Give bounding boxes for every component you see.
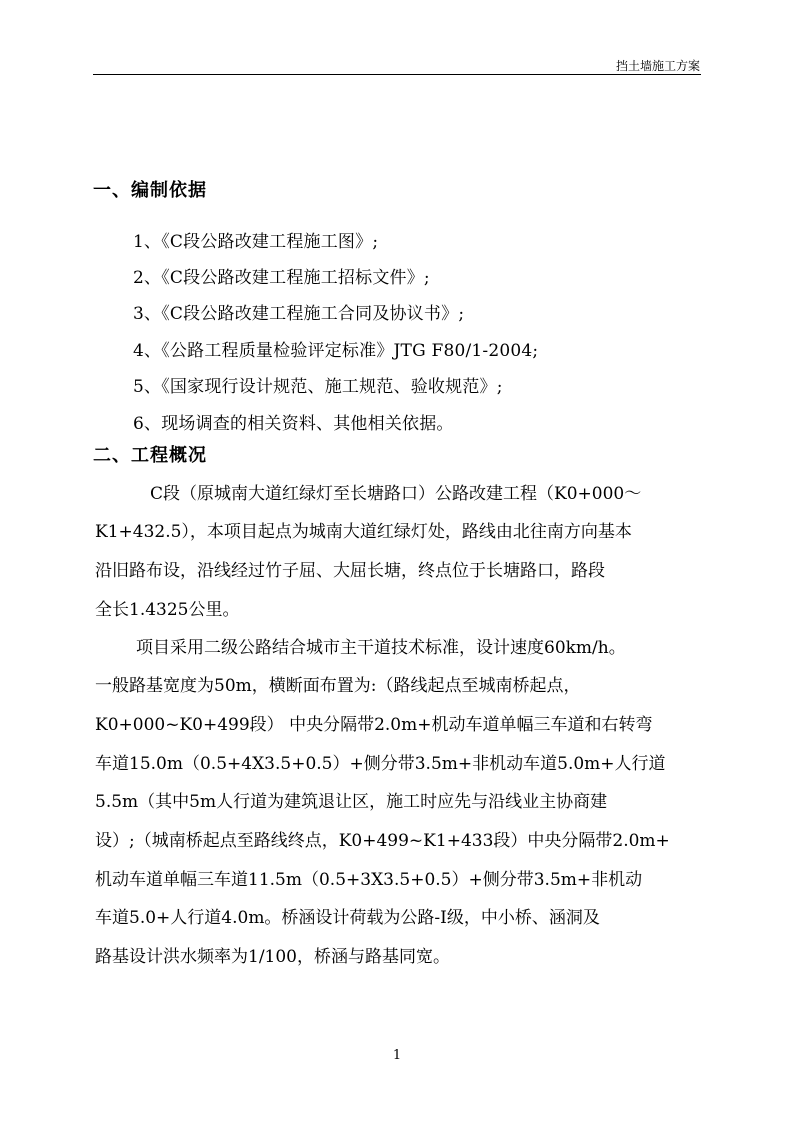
section-heading-overview: 二、工程概况 (93, 445, 207, 466)
list-item: 3、《C段公路改建工程施工合同及协议书》; (133, 304, 465, 324)
paragraph-line: 车道5.0+人行道4.0m。桥涵设计荷载为公路-I级，中小桥、涵洞及 (95, 908, 600, 928)
header-divider (93, 74, 701, 75)
paragraph-line: 一般路基宽度为50m，横断面布置为:（路线起点至城南桥起点， (95, 676, 581, 696)
paragraph-line: 沿旧路布设，沿线经过竹子屈、大屈长塘，终点位于长塘路口，路段 (95, 561, 605, 581)
paragraph-line: 路基设计洪水频率为1/100，桥涵与路基同宽。 (95, 947, 450, 967)
paragraph-line: 全长1.4325公里。 (95, 600, 240, 620)
paragraph-line: 设）;（城南桥起点至路线终点，K0+499~K1+433段）中央分隔带2.0m+ (95, 831, 670, 851)
document-header-title: 挡土墙施工方案 (615, 59, 700, 73)
list-item: 2、《C段公路改建工程施工招标文件》; (133, 268, 430, 288)
page-number: 1 (392, 1048, 402, 1063)
list-item: 4、《公路工程质量检验评定标准》JTG F80/1-2004; (133, 341, 539, 361)
paragraph-line: 车道15.0m（0.5+4X3.5+0.5）+侧分带3.5m+非机动车道5.0m+人行道 (95, 754, 666, 774)
paragraph-line: C段（原城南大道红绿灯至长塘路口）公路改建工程（K0+000～ (150, 484, 642, 504)
list-item: 1、《C段公路改建工程施工图》; (133, 232, 379, 252)
paragraph-line: K1+432.5），本项目起点为城南大道红绿灯处，路线由北往南方向基本 (95, 522, 632, 542)
paragraph-line: 项目采用二级公路结合城市主干道技术标准，设计速度60km/h。 (136, 638, 626, 658)
list-item: 6、现场调查的相关资料、其他相关依据。 (133, 414, 454, 434)
section-heading-basis: 一、编制依据 (93, 180, 207, 201)
paragraph-line: K0+000~K0+499段） 中央分隔带2.0m+机动车道单幅三车道和右转弯 (95, 715, 653, 735)
paragraph-line: 机动车道单幅三车道11.5m（0.5+3X3.5+0.5）+侧分带3.5m+非机动 (95, 870, 643, 890)
list-item: 5、《国家现行设计规范、施工规范、验收规范》; (133, 377, 503, 397)
paragraph-line: 5.5m（其中5m人行道为建筑退让区，施工时应先与沿线业主协商建 (95, 792, 608, 812)
